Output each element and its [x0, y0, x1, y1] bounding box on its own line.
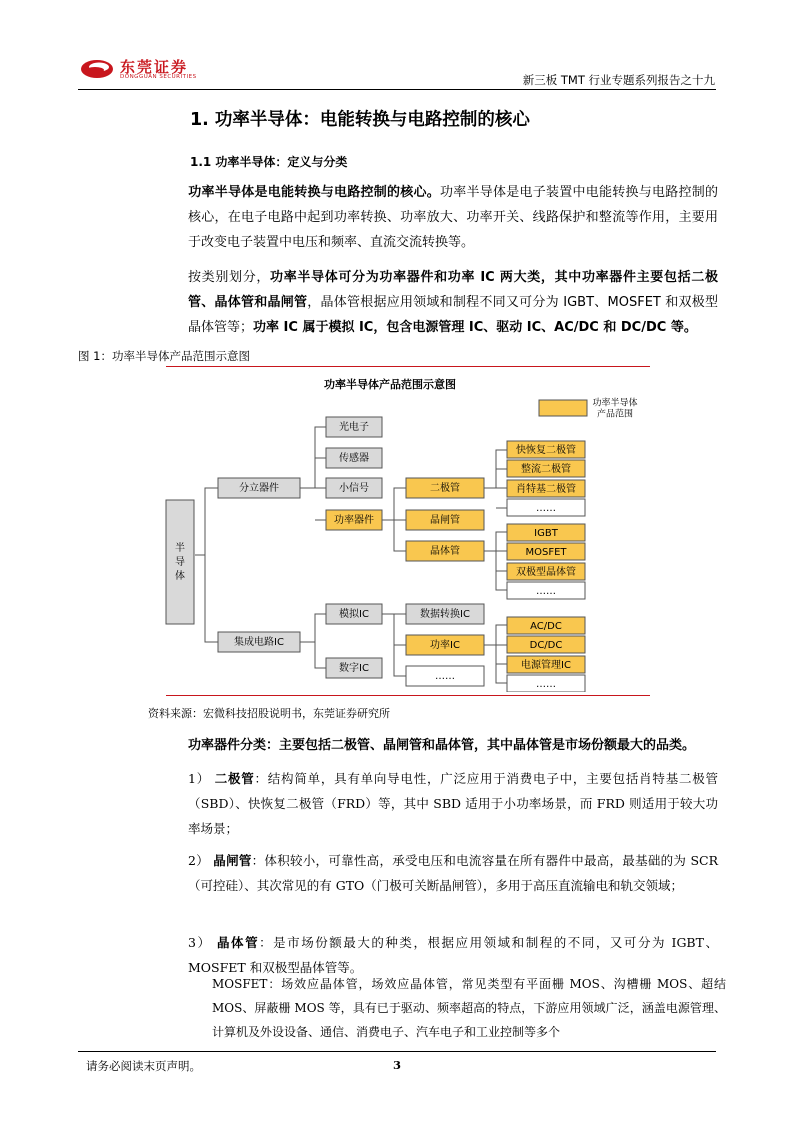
diagram-title: 功率半导体产品范围示意图: [324, 378, 456, 391]
footer-disclaimer: 请务必阅读末页声明。: [86, 1059, 201, 1073]
list-term: 二极管: [214, 771, 255, 786]
node-discrete-label: 分立器件: [239, 483, 279, 494]
connector-discrete: [300, 427, 326, 520]
figure-caption: 图 1：功率半导体产品范围示意图: [78, 349, 250, 363]
node-frd-label: 快恢复二极管: [516, 445, 576, 456]
logo-emblem-icon: [80, 58, 114, 80]
list-item-diode: [188, 766, 718, 841]
node-digital-ic-label: 数字IC: [339, 663, 369, 674]
page-number: 3: [393, 1058, 402, 1072]
node-ic-label: 集成电路IC: [234, 637, 284, 648]
paragraph-definition: [188, 180, 718, 255]
node-diode-label: 二极管: [430, 483, 460, 494]
node-small-signal-label: 小信号: [339, 483, 369, 494]
node-power-ic-label: 功率IC: [430, 640, 460, 651]
paragraph-classification: [188, 265, 718, 340]
paragraph-definition-lead: 功率半导体是电能转换与电路控制的核心。: [188, 185, 440, 200]
node-rectifier-label: 整流二极管: [521, 464, 571, 475]
node-acdc-label: AC/DC: [530, 621, 562, 632]
list-term: 晶体管: [217, 935, 260, 950]
node-root-char2: 导: [175, 557, 185, 568]
section-heading: 1. 功率半导体：电能转换与电路控制的核心: [190, 110, 530, 130]
list-number: 2）: [188, 853, 210, 868]
connector-power-ic: [484, 625, 507, 683]
node-pmic-label: 电源管理IC: [521, 660, 571, 671]
report-series-title: 新三板 TMT 行业专题系列报告之十九: [522, 73, 715, 87]
list-item-thyristor: [188, 848, 718, 898]
node-ellipsis3-label: ……: [536, 586, 556, 597]
connector-root: [195, 488, 218, 642]
connector-ic: [300, 614, 326, 668]
node-sensor-label: 传感器: [339, 453, 369, 464]
legend-label-line1: 功率半导体: [592, 398, 638, 409]
figure-bottom-rule: [166, 695, 650, 696]
node-root-char1: 半: [175, 543, 185, 554]
list-text: ：结构简单，具有单向导电性，广泛应用于消费电子中，主要包括肖特基二极管（SBD）、快恢复二极管（FRD）等，其中 SBD 适用于小功率场景，而 FRD 则适用于较大功率场景；: [188, 771, 718, 836]
subsection-heading: 1.1 功率半导体：定义与分类: [190, 155, 348, 169]
footer-divider: [78, 1051, 716, 1052]
node-transistor-label: 晶体管: [430, 546, 460, 557]
node-sbd-label: 肖特基二极管: [516, 484, 576, 495]
node-bjt-label: 双极型晶体管: [516, 567, 576, 578]
paragraph-classification-bold1: 功率半导体可分为功率器件和功率 IC 两大类，其中功率器件主要包括二极管、晶体管和晶闸管: [188, 270, 718, 310]
node-opto-label: 光电子: [339, 422, 369, 433]
connector-power-device: [382, 488, 406, 551]
logo-chinese: 东莞证券: [120, 58, 189, 76]
list-text: ：体积较小，可靠性高，承受电压和电流容量在所有器件中最高，最基础的为 SCR（可控硅）、其次常见的有 GTO（门极可关断晶闸管），多用于高压直流输电和轨交领域；: [188, 853, 718, 893]
figure-source: 资料来源：宏微科技招股说明书，东莞证券研究所: [148, 707, 390, 720]
logo-english: DONGGUAN SECURITIES: [120, 74, 197, 80]
connector-transistor: [484, 532, 507, 590]
list-term: 晶闸管: [213, 853, 252, 868]
node-ellipsis1-label: ……: [435, 671, 455, 682]
connector-analog-ic: [382, 614, 406, 676]
node-ellipsis2-label: ……: [536, 503, 556, 514]
header-divider: [78, 89, 716, 90]
list-number: 1）: [188, 771, 210, 786]
list-text: ：是市场份额最大的种类，根据应用领域和制程的不同，又可分为 IGBT、MOSFET 和双极型晶体管等。: [188, 935, 718, 975]
mosfet-description: MOSFET：场效应晶体管，场效应晶体管，常见类型有平面栅 MOS、沟槽栅 MOS、超结 MOS、屏蔽栅 MOS 等，具有已于驱动、频率超高的特点，下游应用领域广泛，涵盖电源管理、计算机及外设设备、通信、消费电子、汽车电子和工业控制等多个: [212, 977, 726, 1039]
devices-summary: 功率器件分类：主要包括二极管、晶闸管和晶体管，其中晶体管是市场份额最大的品类。: [188, 738, 696, 753]
node-data-conv-label: 数据转换IC: [420, 609, 470, 620]
node-power-device-label: 功率器件: [334, 515, 374, 526]
legend-swatch: [539, 400, 587, 416]
node-dcdc-label: DC/DC: [529, 640, 563, 651]
paragraph-classification-intro: 按类别划分，: [188, 270, 271, 285]
connector-diode: [484, 450, 507, 508]
node-igbt-label: IGBT: [534, 528, 558, 539]
node-thyristor-label: 晶闸管: [430, 515, 460, 526]
paragraph-definition-body: 功率半导体是电子装置中电能转换与电路控制的核心，在电子电路中起到功率转换、功率放大、功率开关、线路保护和整流等作用，主要用于改变电子装置中电压和频率、直流交流转换等。: [188, 185, 718, 250]
figure-top-rule: [166, 366, 650, 367]
node-analog-ic-label: 模拟IC: [339, 609, 369, 620]
product-scope-diagram: [160, 370, 655, 692]
node-mosfet-label: MOSFET: [525, 547, 567, 558]
list-number: 3）: [188, 935, 212, 950]
paragraph-classification-bold2: 功率 IC 属于模拟 IC，包含电源管理 IC、驱动 IC、AC/DC 和 DC/DC 等。: [253, 320, 697, 335]
node-root-char3: 体: [175, 571, 185, 582]
paragraph-classification-mid: ，晶体管根据应用领域和制程不同又可分为 IGBT、MOSFET 和双极型晶体管等；: [188, 295, 718, 335]
legend-label-line2: 产品范围: [596, 409, 634, 420]
company-logo: [80, 56, 220, 86]
node-ellipsis4-label: ……: [536, 679, 556, 690]
